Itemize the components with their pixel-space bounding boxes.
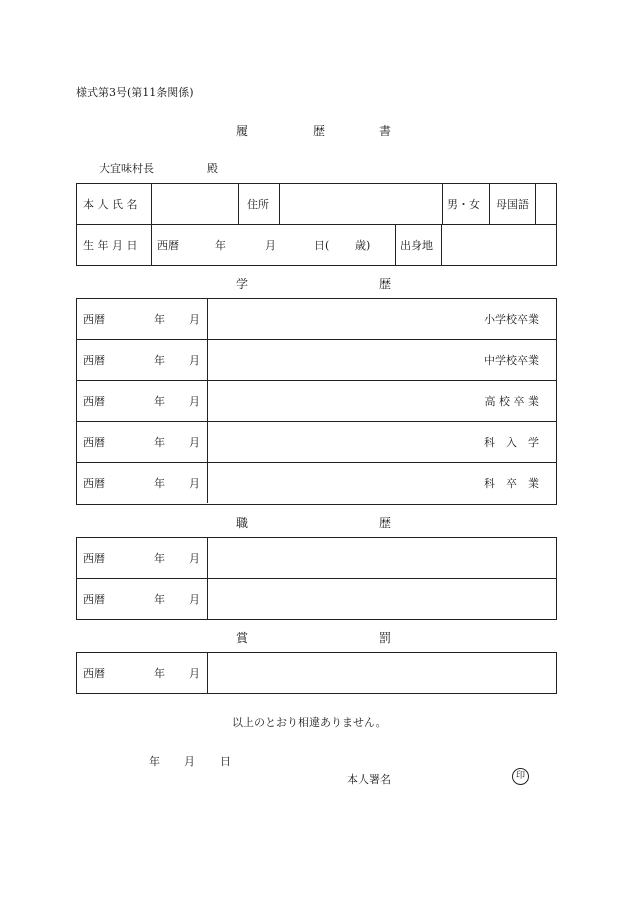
education-era: 西暦 xyxy=(83,354,105,367)
education-detail-cell[interactable] xyxy=(208,299,556,339)
education-detail-text: 科 入 学 xyxy=(484,436,539,449)
education-row xyxy=(77,463,556,503)
awards-heading-1: 賞 xyxy=(236,631,249,645)
awards-detail-cell[interactable] xyxy=(208,653,556,693)
work-era: 西暦 xyxy=(83,552,105,565)
education-date-cell[interactable] xyxy=(77,299,208,339)
education-month: 月 xyxy=(189,395,200,408)
work-year: 年 xyxy=(154,552,165,565)
awards-year: 年 xyxy=(154,667,165,680)
work-detail-cell[interactable] xyxy=(208,579,556,619)
education-month: 月 xyxy=(189,436,200,449)
birth-year: 年 xyxy=(215,239,226,252)
birth-era: 西暦 xyxy=(157,239,179,252)
awards-era: 西暦 xyxy=(83,667,105,680)
education-detail-text: 中学校卒業 xyxy=(484,354,539,367)
education-detail-cell[interactable] xyxy=(208,463,556,503)
work-year: 年 xyxy=(154,593,165,606)
name-field[interactable] xyxy=(152,184,239,224)
address-field[interactable] xyxy=(280,184,443,224)
title-char-1: 履 xyxy=(236,124,249,138)
education-era: 西暦 xyxy=(83,313,105,326)
birth-label: 生 年 月 日 xyxy=(83,239,138,252)
title-char-3: 書 xyxy=(379,124,392,138)
education-row xyxy=(77,299,556,340)
name-label: 本 人 氏 名 xyxy=(83,198,138,211)
birth-age: 歳) xyxy=(355,239,371,252)
work-row xyxy=(77,579,556,619)
birthplace-label: 出身地 xyxy=(400,239,433,252)
education-date-cell[interactable] xyxy=(77,381,208,421)
education-heading-1: 学 xyxy=(236,277,249,291)
awards-heading-2: 罰 xyxy=(379,631,392,645)
address-label: 住所 xyxy=(247,198,269,211)
form-number: 様式第3号(第11条関係) xyxy=(76,86,194,99)
signature-label: 本人署名 xyxy=(347,773,391,786)
work-row xyxy=(77,538,556,579)
birthplace-field[interactable] xyxy=(442,225,556,265)
work-date-cell[interactable] xyxy=(77,579,208,619)
education-row xyxy=(77,422,556,463)
name-row xyxy=(77,184,556,225)
work-detail-cell[interactable] xyxy=(208,538,556,578)
birth-row xyxy=(77,225,556,265)
birthdate-field[interactable] xyxy=(152,225,396,265)
awards-date-cell[interactable] xyxy=(77,653,208,693)
education-year: 年 xyxy=(154,395,165,408)
education-year: 年 xyxy=(154,477,165,490)
awards-row xyxy=(77,653,556,693)
education-date-cell[interactable] xyxy=(77,463,208,503)
education-row xyxy=(77,381,556,422)
education-era: 西暦 xyxy=(83,436,105,449)
education-month: 月 xyxy=(189,313,200,326)
work-heading-2: 歴 xyxy=(379,516,392,530)
education-table xyxy=(76,298,557,505)
native-language-field[interactable] xyxy=(536,184,556,224)
education-era: 西暦 xyxy=(83,395,105,408)
education-era: 西暦 xyxy=(83,477,105,490)
seal-icon: 印 xyxy=(512,768,529,785)
education-detail-text: 高 校 卒 業 xyxy=(484,395,539,408)
education-year: 年 xyxy=(154,313,165,326)
native-language-label: 母国語 xyxy=(496,198,529,211)
title-char-2: 歴 xyxy=(313,124,326,138)
work-month: 月 xyxy=(189,593,200,606)
education-date-cell[interactable] xyxy=(77,422,208,462)
gender-label: 男・女 xyxy=(447,198,480,211)
declaration: 以上のとおり相違ありません。 xyxy=(232,716,387,729)
education-date-cell[interactable] xyxy=(77,340,208,380)
education-year: 年 xyxy=(154,436,165,449)
birth-month: 月 xyxy=(265,239,276,252)
education-heading-2: 歴 xyxy=(379,277,392,291)
work-month: 月 xyxy=(189,552,200,565)
awards-month: 月 xyxy=(189,667,200,680)
education-detail-text: 小学校卒業 xyxy=(484,313,539,326)
date-month: 月 xyxy=(184,755,195,768)
date-day: 日 xyxy=(220,755,231,768)
education-month: 月 xyxy=(189,354,200,367)
work-date-cell[interactable] xyxy=(77,538,208,578)
work-heading-1: 職 xyxy=(236,516,249,530)
education-month: 月 xyxy=(189,477,200,490)
education-detail-cell[interactable] xyxy=(208,422,556,462)
addressee: 大宜味村長 xyxy=(99,162,154,175)
awards-table xyxy=(76,652,557,694)
gender-field[interactable] xyxy=(443,184,490,224)
personal-info-table xyxy=(76,183,557,266)
education-row xyxy=(77,340,556,381)
honorific: 殿 xyxy=(207,162,218,175)
education-detail-text: 科 卒 業 xyxy=(484,477,539,490)
birth-day: 日( xyxy=(314,239,330,252)
work-table xyxy=(76,537,557,620)
education-year: 年 xyxy=(154,354,165,367)
work-era: 西暦 xyxy=(83,593,105,606)
education-detail-cell[interactable] xyxy=(208,340,556,380)
education-detail-cell[interactable] xyxy=(208,381,556,421)
date-year: 年 xyxy=(149,755,160,768)
